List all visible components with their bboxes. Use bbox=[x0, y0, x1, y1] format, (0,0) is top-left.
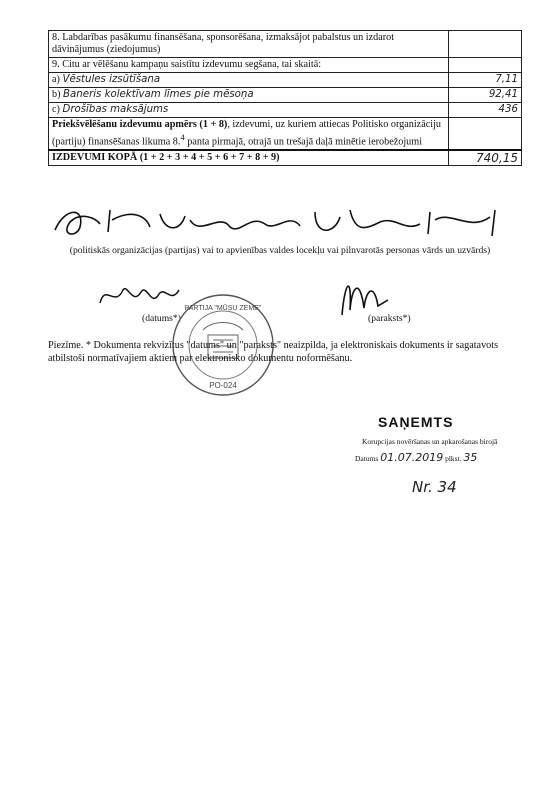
limits-sup: 4 bbox=[180, 132, 185, 142]
received-stamp-title: SAŅEMTS bbox=[378, 414, 454, 430]
table-row bbox=[49, 31, 522, 58]
row9a-handwritten: Vēstules izsūtīšana bbox=[62, 74, 161, 85]
limits-rest: , izdevumi, uz kuriem attiecas Politisko organizāciju (partiju) finansēšanas likuma 8. bbox=[52, 119, 442, 148]
table-row bbox=[49, 150, 522, 166]
time-label: plkst. bbox=[445, 454, 462, 463]
expense-table bbox=[48, 30, 522, 166]
received-stamp-date-row bbox=[355, 451, 477, 464]
total-label: IZDEVUMI KOPĀ (1 + 2 + 3 + 4 + 5 + 6 + 7 + 8 + 9) bbox=[49, 150, 449, 166]
table-row bbox=[49, 103, 522, 118]
row9b-amount: 92,41 bbox=[449, 88, 522, 103]
table-row bbox=[49, 58, 522, 73]
received-stamp-line1: Korupcijas novēršanas un apkarošanas birojā bbox=[362, 437, 498, 446]
row9-amount bbox=[449, 58, 522, 73]
row9b-prefix: b) bbox=[52, 89, 61, 100]
row9c-handwritten: Drošības maksājums bbox=[62, 104, 169, 115]
handwritten-name-signature bbox=[50, 202, 510, 242]
footnote: Piezīme. * Dokumenta rekvizītus "datums" un "paraksts" neaizpilda, ja elektroniskais dokuments ir sagatavots atbilstoši normatīvajiem aktiem par elektronisko dokumentu noformēšanu. bbox=[48, 340, 499, 364]
limits-amount bbox=[449, 118, 522, 151]
table-row bbox=[49, 88, 522, 103]
row9a-prefix: a) bbox=[52, 74, 60, 85]
table-row bbox=[49, 118, 522, 151]
row9c-amount: 436 bbox=[449, 103, 522, 118]
total-amount: 740,15 bbox=[449, 150, 522, 166]
date-label: Datums bbox=[355, 454, 379, 463]
row9-label: 9. Citu ar vēlēšanu kampaņu saistītu izdevumu segšana, tai skaitā: bbox=[49, 58, 449, 73]
limits-bold: Priekšvēlēšanu izdevumu apmērs (1 + 8) bbox=[52, 119, 228, 130]
limits-end: panta pirmajā, otrajā un trešajā daļā minētie ierobežojumi bbox=[184, 136, 423, 148]
limits-label bbox=[49, 118, 449, 151]
caption-name: (politiskās organizācijas (partijas) vai to apvienības valdes locekļu vai pilnvarotās personas vārds un uzvārds) bbox=[69, 245, 491, 256]
seal-top-text: PARTIJA "MŪSU ZEME" bbox=[184, 305, 262, 312]
row9c-prefix: c) bbox=[52, 104, 60, 115]
handwritten-registration-no: Nr. 34 bbox=[412, 478, 457, 496]
row8-amount bbox=[449, 31, 522, 58]
time-value: 35 bbox=[463, 451, 478, 464]
date-value: 01.07.2019 bbox=[380, 451, 444, 464]
caption-date: (datums*) bbox=[142, 313, 181, 324]
seal-bottom-text: PO-024 bbox=[209, 381, 237, 390]
caption-signature: (paraksts*) bbox=[368, 313, 411, 324]
row9a-amount: 7,11 bbox=[449, 73, 522, 88]
table-row bbox=[49, 73, 522, 88]
row8-label: 8. Labdarības pasākumu finansēšana, sponsorēšana, izmaksājot pabalstus un izdarot dāvinājumus (ziedojumus) bbox=[49, 31, 449, 58]
row9b-handwritten: Baneris kolektīvam līmes pie mēsoņa bbox=[63, 89, 254, 100]
